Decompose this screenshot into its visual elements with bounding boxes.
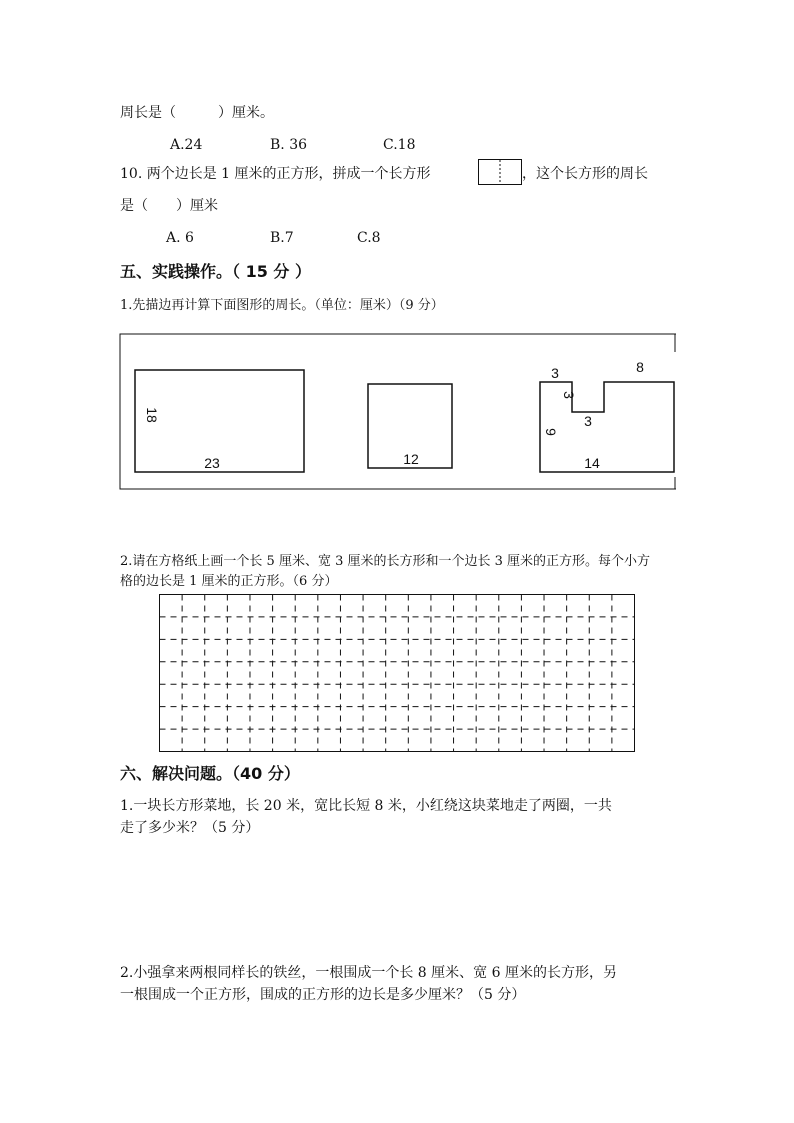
notched-depth-label: 3: [561, 391, 577, 399]
section6-q2-line2: 一根围成一个正方形，围成的正方形的边长是多少厘米？（5 分）: [120, 987, 526, 1003]
grid-border: [160, 595, 635, 752]
notched-width-label: 3: [584, 413, 592, 429]
notched-shape: [540, 382, 674, 472]
section5-title: 五、实践操作。（ 15 分 ）: [120, 262, 311, 281]
q10-stem-part1: 10. 两个边长是 1 厘米的正方形，拼成一个长方形: [120, 166, 431, 182]
q10-option-b[interactable]: B.7: [270, 230, 294, 246]
q10-option-a[interactable]: A. 6: [166, 230, 194, 246]
rectangle-side-label: 18: [144, 407, 160, 423]
square-bottom-label: 12: [403, 451, 419, 467]
q9-option-c[interactable]: C.18: [383, 137, 416, 153]
q9-option-b[interactable]: B. 36: [270, 137, 308, 153]
rectangle-bottom-label: 23: [204, 455, 220, 471]
section5-q2-line2: 格的边长是 1 厘米的正方形。（6 分）: [120, 574, 338, 589]
notched-top-left-label: 3: [551, 365, 559, 381]
section5-q2-line1: 2.请在方格纸上画一个长 5 厘米、宽 3 厘米的长方形和一个边长 3 厘米的正方形。每个小方: [120, 554, 651, 569]
q10-stem-part2: ，这个长方形的周长: [522, 166, 648, 182]
q10-option-c[interactable]: C.8: [357, 230, 381, 246]
notched-top-right-label: 8: [636, 359, 644, 375]
section6-q1-line1: 1.一块长方形菜地，长 20 米，宽比长短 8 米，小红绕这块菜地走了两圈，一共: [120, 798, 612, 814]
q9-option-a[interactable]: A.24: [170, 137, 203, 153]
notched-bottom-label: 14: [584, 455, 600, 471]
perimeter-figures-panel: [118, 332, 678, 492]
section6-q2-line1: 2.小强拿来两根同样长的铁丝，一根围成一个长 8 厘米、宽 6 厘米的长方形，另: [120, 965, 617, 981]
section6-q1-line2: 走了多少米？（5 分）: [120, 820, 260, 836]
notched-left-label: 9: [543, 428, 559, 436]
section5-q1: 1.先描边再计算下面图形的周长。（单位：厘米）（9 分）: [120, 298, 444, 313]
q10-stem-line2: 是（ ）厘米: [120, 198, 218, 214]
two-square-rectangle-figure: [478, 159, 522, 185]
square-grid-paper[interactable]: [158, 593, 638, 755]
section6-title: 六、解决问题。（40 分）: [120, 764, 300, 783]
q9-stem-tail: 周长是（ ）厘米。: [120, 105, 274, 121]
